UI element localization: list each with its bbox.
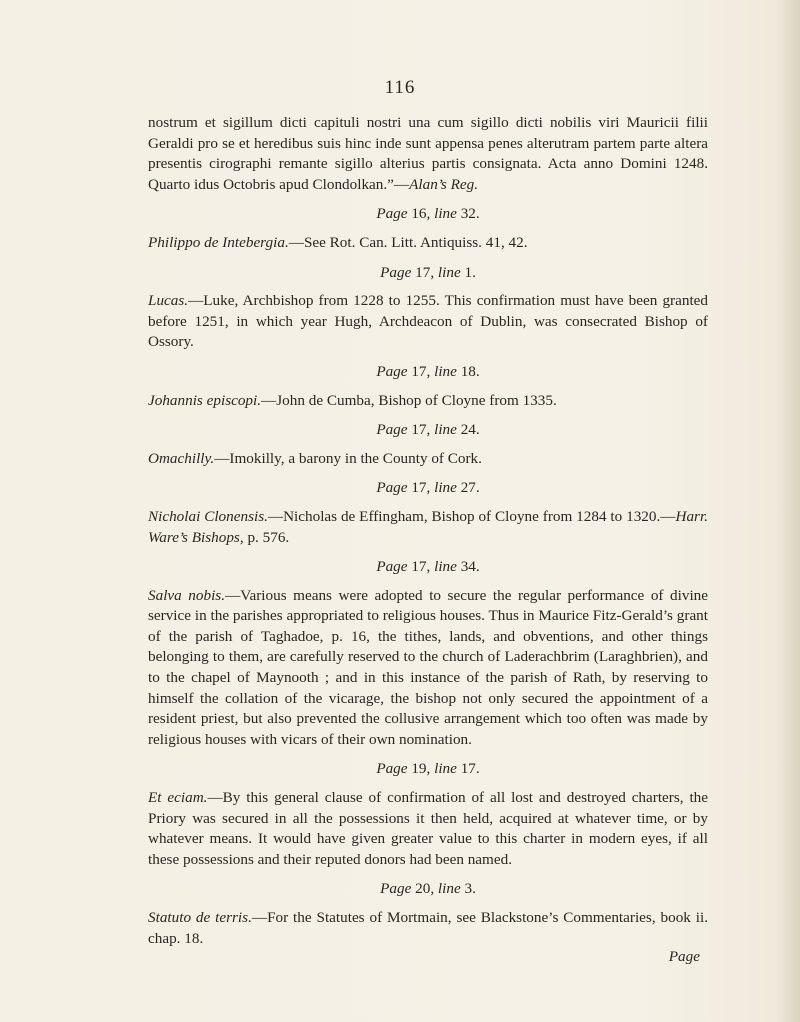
note-term: Philippo de Intebergia. xyxy=(148,233,289,251)
heading-line-word: line xyxy=(434,362,457,380)
heading-line-word: line xyxy=(434,421,457,439)
note-heading xyxy=(148,263,708,284)
heading-page-number: 17, xyxy=(415,263,435,281)
note-heading xyxy=(148,478,708,499)
heading-page-number: 17, xyxy=(411,362,431,380)
heading-page-number: 16, xyxy=(411,205,431,223)
note-term: Lucas. xyxy=(148,292,189,310)
note-term: Nicholai Clonensis. xyxy=(148,507,268,525)
note-entry xyxy=(148,391,708,412)
heading-page-word: Page xyxy=(376,760,408,778)
note-heading xyxy=(148,879,708,900)
note-term: Salva nobis. xyxy=(148,586,226,604)
heading-line-number: 24. xyxy=(460,421,480,439)
heading-page-word: Page xyxy=(376,558,408,576)
heading-line-word: line xyxy=(434,479,457,497)
heading-page-number: 19, xyxy=(411,760,431,778)
note-heading xyxy=(148,420,708,441)
notes-list xyxy=(148,204,708,949)
intro-citation: Alan’s Reg. xyxy=(409,175,479,193)
note-entry xyxy=(148,449,708,470)
note-heading xyxy=(148,204,708,225)
heading-line-word: line xyxy=(434,760,457,778)
note-entry xyxy=(148,788,708,870)
note-entry xyxy=(148,908,708,949)
note-citation-tail: p. 576. xyxy=(243,528,290,546)
note-body: —Luke, Archbishop from 1228 to 1255. This confirmation must have been granted before 1251, in which year Hugh, Archdeacon of Dublin, was consecrated Bishop of Ossory. xyxy=(148,292,708,351)
heading-line-number: 27. xyxy=(460,479,480,497)
heading-line-word: line xyxy=(434,205,457,223)
heading-line-word: line xyxy=(437,880,461,898)
note-term: Omachilly. xyxy=(148,449,215,467)
note-body: —Various means were adopted to secure the regular performance of divine service in the parishes appropriated to religious houses. Thus in Maurice Fitz-Gerald’s grant of the parish of Taghadoe, p. 16, the tithes, lands, and obventions, and other things belonging to them, are carefully reserved to the church of Laderachbrim (Laraghbrien), and to the chapel of Maynooth ; and in this instance of the parish of Rath, by reserving to himself the collation of the vicarage, the bishop not only secured the appointment of a resident priest, but also prevented the collusive arrangement which too often was made by religious houses with vicars of their own nomination. xyxy=(148,586,708,748)
heading-line-number: 3. xyxy=(464,880,476,898)
note-body: —Nicholas de Effingham, Bishop of Cloyne from 1284 to 1320.— xyxy=(267,507,676,525)
note-body: —Imokilly, a barony in the County of Cork. xyxy=(214,449,482,467)
heading-line-word: line xyxy=(437,263,461,281)
note-entry xyxy=(148,291,708,353)
note-term: Et eciam. xyxy=(148,789,208,807)
note-term: Statuto de terris. xyxy=(148,909,252,926)
note-heading xyxy=(148,557,708,578)
heading-line-word: line xyxy=(434,558,457,576)
catchword: Page xyxy=(668,948,700,966)
heading-page-number: 17, xyxy=(411,479,431,497)
heading-line-number: 32. xyxy=(460,205,480,223)
note-body: —By this general clause of confirmation of all lost and destroyed charters, the Priory was secured in all the possessions it then held, acquired at whatever time, or by whatever means. It would have given greater value to this charter in modern eyes, if all these possessions and their reputed donors had been named. xyxy=(148,789,709,868)
note-entry xyxy=(148,586,708,751)
note-citation: Harr. Ware’s Bishops, xyxy=(148,507,708,546)
heading-page-word: Page xyxy=(376,362,408,380)
heading-page-word: Page xyxy=(380,880,412,898)
note-entry xyxy=(148,233,708,254)
heading-page-word: Page xyxy=(380,263,412,281)
heading-page-word: Page xyxy=(376,421,408,439)
intro-paragraph xyxy=(148,113,708,195)
page-number: 116 xyxy=(384,77,416,98)
note-heading xyxy=(148,759,708,780)
heading-page-word: Page xyxy=(376,205,408,223)
note-body: —See Rot. Can. Litt. Antiquiss. 41, 42. xyxy=(288,233,528,251)
note-term: Johannis episcopi. xyxy=(148,391,262,409)
heading-line-number: 1. xyxy=(464,263,476,281)
intro-text: nostrum et sigillum dicti capituli nostri una cum sigillo dicti nobilis viri Mauricii filii Geraldi pro se et heredibus suis hinc inde sunt appensa penes alterutram partem parte altera presentis cirographi remante sigillo alterius partis consignata. Acta anno Domini 1248. Quarto idus Octobris apud Clondolkan.”— xyxy=(148,114,708,193)
heading-line-number: 34. xyxy=(460,558,480,576)
note-heading xyxy=(148,362,708,383)
heading-page-number: 17, xyxy=(411,421,431,439)
heading-page-number: 20, xyxy=(415,880,435,898)
note-body: —John de Cumba, Bishop of Cloyne from 1335. xyxy=(261,391,557,409)
heading-page-number: 17, xyxy=(411,558,431,576)
heading-line-number: 17. xyxy=(460,760,480,778)
note-body: —For the Statutes of Mortmain, see Blackstone’s Commentaries, book ii. chap. 18. xyxy=(148,909,709,947)
heading-page-word: Page xyxy=(376,479,408,497)
note-entry xyxy=(148,507,708,548)
text-block xyxy=(148,113,708,968)
heading-line-number: 18. xyxy=(460,362,480,380)
